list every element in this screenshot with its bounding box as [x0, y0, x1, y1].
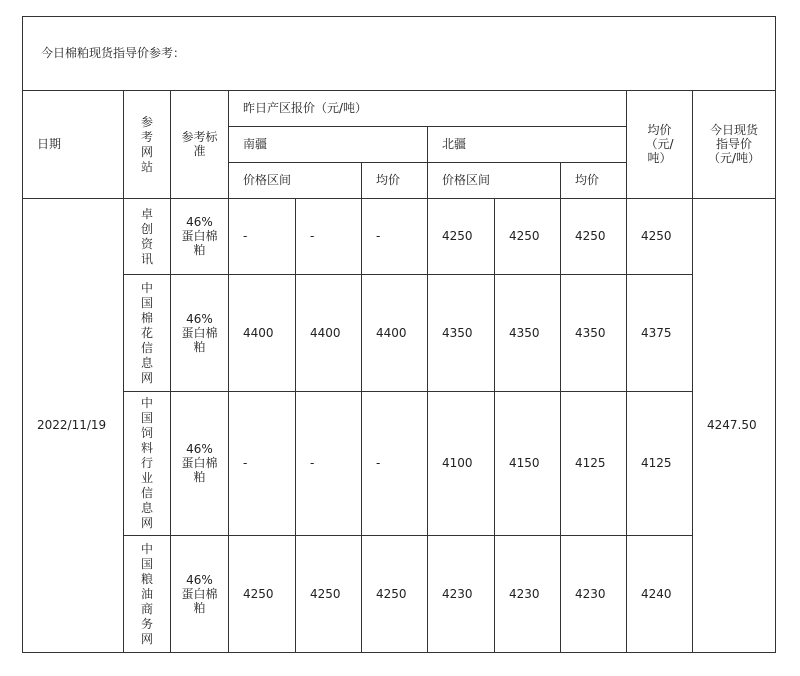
table-row: [23, 392, 776, 536]
table-title: 今日棉粕现货指导价参考：: [23, 17, 776, 91]
north-high: 4230: [495, 536, 561, 653]
north-low: 4100: [428, 392, 495, 536]
header-north: 北疆: [428, 127, 627, 163]
site-cell: 中国粮油商务网: [124, 536, 171, 653]
south-avg: -: [362, 199, 428, 275]
header-south-range: 价格区间: [229, 163, 362, 199]
south-high: 4250: [296, 536, 362, 653]
site-cell: 卓创资讯: [124, 199, 171, 275]
south-low: -: [229, 199, 296, 275]
north-high: 4250: [495, 199, 561, 275]
header-north-avg: 均价: [561, 163, 627, 199]
south-low: -: [229, 392, 296, 536]
table-row: [23, 275, 776, 392]
north-avg: 4230: [561, 536, 627, 653]
north-high: 4350: [495, 275, 561, 392]
standard-cell: 46%蛋白棉粕: [171, 392, 229, 536]
header-site: 参考网站: [124, 91, 171, 199]
header-standard: 参考标准: [171, 91, 229, 199]
north-avg: 4250: [561, 199, 627, 275]
standard-cell: 46%蛋白棉粕: [171, 199, 229, 275]
south-high: -: [296, 392, 362, 536]
standard-cell: 46%蛋白棉粕: [171, 536, 229, 653]
header-guide: 今日现货指导价（元/吨）: [693, 91, 776, 199]
row-avg: 4125: [627, 392, 693, 536]
north-avg: 4350: [561, 275, 627, 392]
site-cell: 中国棉花信息网: [124, 275, 171, 392]
row-avg: 4375: [627, 275, 693, 392]
table-row: [23, 536, 776, 653]
south-high: -: [296, 199, 362, 275]
header-north-range: 价格区间: [428, 163, 561, 199]
north-low: 4350: [428, 275, 495, 392]
north-low: 4230: [428, 536, 495, 653]
standard-cell: 46%蛋白棉粕: [171, 275, 229, 392]
price-table: [22, 16, 776, 653]
north-low: 4250: [428, 199, 495, 275]
header-overall-avg: 均价（元/吨）: [627, 91, 693, 199]
header-quote: 昨日产区报价（元/吨）: [229, 91, 627, 127]
south-low: 4250: [229, 536, 296, 653]
north-avg: 4125: [561, 392, 627, 536]
south-low: 4400: [229, 275, 296, 392]
row-avg: 4250: [627, 199, 693, 275]
header-date: 日期: [23, 91, 124, 199]
date-cell: 2022/11/19: [23, 199, 124, 653]
north-high: 4150: [495, 392, 561, 536]
row-avg: 4240: [627, 536, 693, 653]
guide-price-cell: 4247.50: [693, 199, 776, 653]
south-avg: -: [362, 392, 428, 536]
south-high: 4400: [296, 275, 362, 392]
table-row: [23, 199, 776, 275]
header-south: 南疆: [229, 127, 428, 163]
south-avg: 4400: [362, 275, 428, 392]
header-south-avg: 均价: [362, 163, 428, 199]
site-cell: 中国饲料行业信息网: [124, 392, 171, 536]
south-avg: 4250: [362, 536, 428, 653]
